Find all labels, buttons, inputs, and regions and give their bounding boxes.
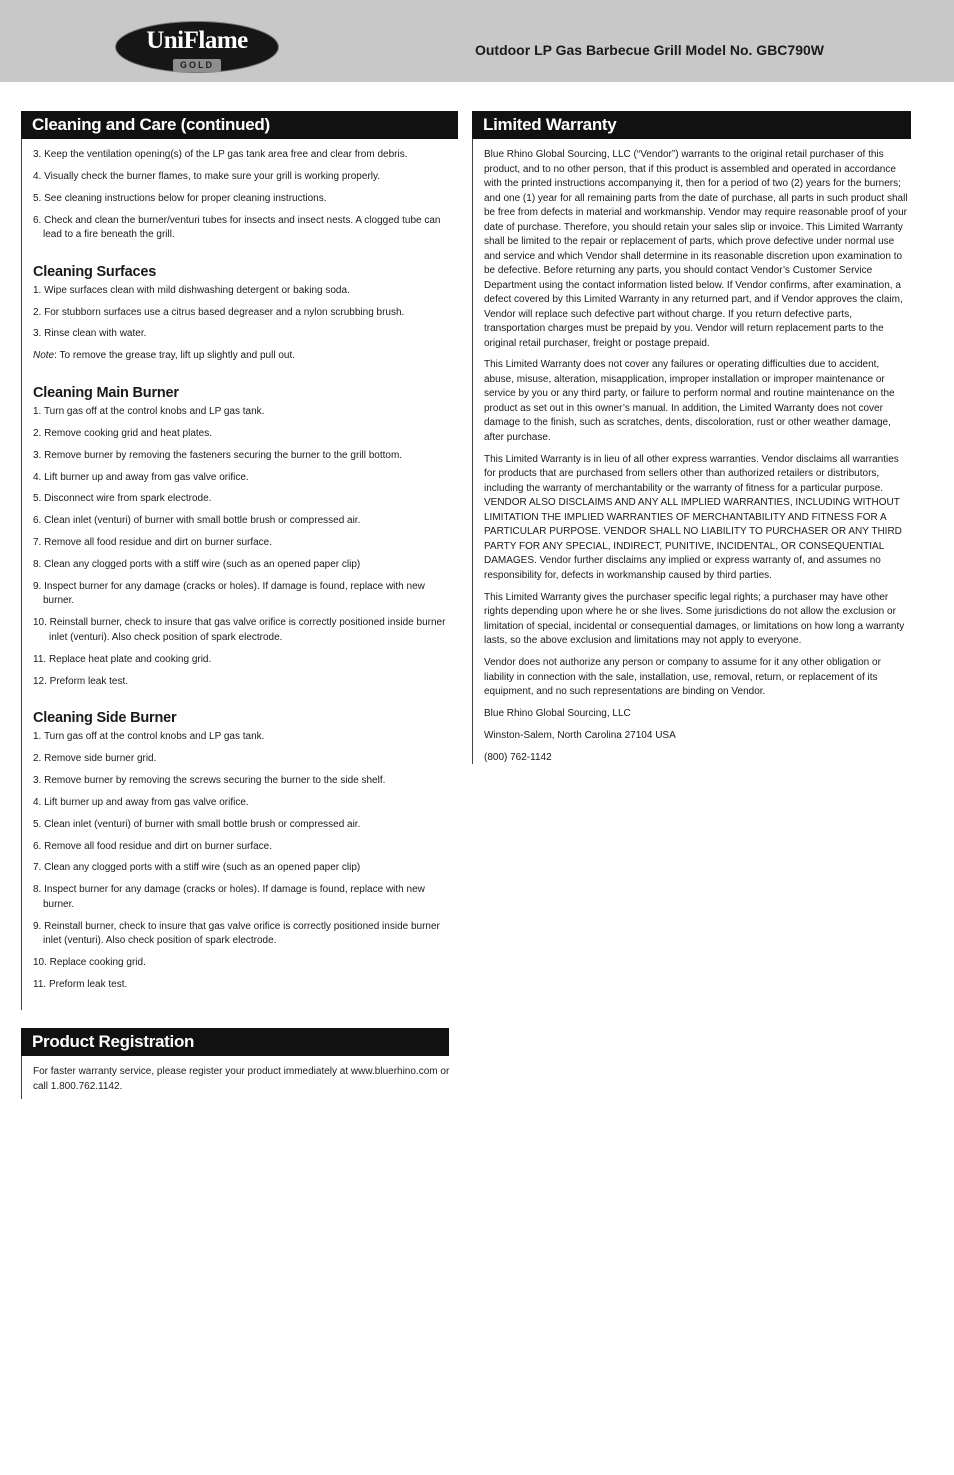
main-burner-item: 5. Disconnect wire from spark electrode. [33,493,212,505]
main-burner-item: 10. Reinstall burner, check to insure that gas valve orifice is correctly positioned inside burner inlet (venturi). Also check position of spark electrode. [33,617,446,643]
logo-sub-badge: GOLD [173,59,221,72]
cleaning-side-burner-heading: Cleaning Side Burner [33,710,177,727]
limited-warranty-heading: Limited Warranty [472,111,911,139]
main-burner-item: 1. Turn gas off at the control knobs and LP gas tank. [33,405,265,417]
registration-content [33,1065,457,1101]
side-burner-item: 1. Turn gas off at the control knobs and LP gas tank. [33,731,265,743]
address-line: (800) 762-1142 [484,751,552,763]
cleaning-item: 6. Check and clean the burner/venturi tubes for insects and insect nests. A clogged tube can lead to a fire beneath the grill. [33,214,441,241]
cleaning-care-heading: Cleaning and Care (continued) [21,111,458,139]
left-column-content [33,148,455,1000]
main-burner-item: 12. Preform leak test. [33,675,129,687]
left-column-rule [21,124,22,1010]
main-burner-item: 8. Clean any clogged ports with a stiff wire (such as an opened paper clip) [33,559,361,571]
surfaces-item: 2. For stubborn surfaces use a citrus based degreaser and a nylon scrubbing brush. [33,306,405,318]
surfaces-item: 3. Rinse clean with water. [33,328,147,340]
right-column-rule [472,124,473,764]
surfaces-item: 1. Wipe surfaces clean with mild dishwashing detergent or baking soda. [33,284,350,296]
side-burner-item: 11. Preform leak test. [33,979,128,991]
cleaning-item: 3. Keep the ventilation opening(s) of the LP gas tank area free and clear from debris. [33,149,408,160]
side-burner-item: 8. Inspect burner for any damage (cracks or holes). If damage is found, replace with new burner. [33,884,425,910]
main-burner-item: 9. Inspect burner for any damage (cracks or holes). If damage is found, replace with new burner. [33,580,425,607]
warranty-paragraph: This Limited Warranty is in lieu of all other express warranties. Vendor disclaims all warranties for products that are purchased from sellers other than authorized retailers or distributors, including the warranty of merchantability or the warranty of fitness for a particular purpose. VENDOR ALSO DISCLAIMS AND ANY ALL IMPLIED WARRANTIES, INCLUDING WITHOUT LIMITATION THE IMPLIED WARRANTIES OF MERCHANTABILITY AND FITNESS FOR A PARTICULAR PURPOSE. VENDOR SHALL NO LIABILITY TO PURCHASER OR ANY THIRD PARTY FOR ANY SPECIAL, INDIRECT, PUNITIVE, INCIDENTAL, OR CONSEQUENTIAL DAMAGES. Vendor further disclaims any implied or express warranty of, and assumes no responsibility for, defects in workmanship caused by third parties. [484,453,902,581]
cleaning-main-burner-heading: Cleaning Main Burner [33,384,179,401]
side-burner-item: 5. Clean inlet (venturi) of burner with small bottle brush or compressed air. [33,818,361,830]
side-burner-item: 4. Lift burner up and away from gas valve orifice. [33,796,249,808]
main-burner-item: 4. Lift burner up and away from gas valve orifice. [33,471,249,483]
uniflame-logo [116,22,278,72]
warranty-paragraph: Vendor does not authorize any person or company to assume for it any other obligation or liability in connection with the sale, installation, use, removal, return, or replacement of its equipment, and no such representations are binding on Vendor. [484,657,881,698]
logo-text: UniFlame [146,27,248,54]
main-burner-item: 11. Replace heat plate and cooking grid. [33,653,212,665]
address-line: Winston-Salem, North Carolina 27104 USA [484,729,676,741]
cleaning-item: 4. Visually check the burner flames, to make sure your grill is working properly. [33,170,380,182]
cleaning-item: 5. See cleaning instructions below for proper cleaning instructions. [33,192,327,204]
page-header [0,0,954,82]
surfaces-note [33,349,455,364]
note-text: : To remove the grease tray, lift up slightly and pull out. [54,350,295,362]
side-burner-item: 7. Clean any clogged ports with a stiff wire (such as an opened paper clip) [33,862,361,874]
main-burner-item: 2. Remove cooking grid and heat plates. [33,427,212,439]
warranty-content [484,148,911,773]
side-burner-item: 10. Replace cooking grid. [33,957,146,969]
side-burner-item: 2. Remove side burner grid. [33,753,157,765]
main-burner-item: 6. Clean inlet (venturi) of burner with small bottle brush or compressed air. [33,515,361,527]
main-burner-item: 3. Remove burner by removing the fasteners securing the burner to the grill bottom. [33,449,403,461]
main-burner-item: 7. Remove all food residue and dirt on burner surface. [33,537,273,549]
address-line: Blue Rhino Global Sourcing, LLC [484,707,631,719]
cleaning-surfaces-heading: Cleaning Surfaces [33,263,157,280]
product-registration-heading: Product Registration [21,1028,449,1056]
warranty-paragraph: This Limited Warranty gives the purchaser specific legal rights; a purchaser may have other rights depending upon where he or she lives. Some jurisdictions do not allow the exclusion or limitation of special, incidental or consequential damages, or limitations on how long a warranty lasts, so the above exclusion and limitations may not apply to everyone. [484,591,905,647]
registration-text: For faster warranty service, please register your product immediately at www.bluerhino.com or call 1.800.762.1142. [33,1066,450,1092]
side-burner-item: 3. Remove burner by removing the screws securing the burner to the side shelf. [33,774,386,786]
warranty-paragraph: Blue Rhino Global Sourcing, LLC (“Vendor”) warrants to the original retail purchaser of this product, and to no other person, that if this product is assembled and operated in accordance with the printed instructions accompanying it, then for a period of two (2) years for the burners; and one (1) year for all remaining parts from the date of purchase, all parts in such product shall be free from defects in material and workmanship. Vendor may require reasonable proof of your date of purchase. Therefore, you should retain your sales slip or invoice. This Limited Warranty shall be limited to the repair or replacement of parts, which prove defective under normal use and service and which Vendor shall determine in its reasonable discretion upon examination to be defective. Before returning any parts, you should contact Vendor’s Customer Service Department using the contact information listed below. If Vendor confirms, after examination, a defect covered by this Limited Warranty in any returned part, and if Vendor approves the claim, Vendor will replace such defective part without charge. If you return defective parts, transportation charges must be prepaid by you. Vendor will return replacement parts to the original retail purchaser, freight or postage prepaid. [484,149,908,349]
header-title: Outdoor LP Gas Barbecue Grill Model No. GBC790W [474,42,824,58]
warranty-paragraph: This Limited Warranty does not cover any failures or operating difficulties due to accident, abuse, misuse, alteration, misapplication, improper installation or improper maintenance or service by you or any third party, or failure to perform normal and routine maintenance on the product as set out in this owner’s manual. In addition, the Limited Warranty does not cover damage to the finish, such as scratches, dents, discoloration, rust or other weather damage, after purchase. [484,359,895,443]
side-burner-item: 6. Remove all food residue and dirt on burner surface. [33,840,273,852]
side-burner-item: 9. Reinstall burner, check to insure that gas valve orifice is correctly positioned inside burner inlet (venturi). Also check position of spark electrode. [33,920,440,947]
note-label: Note [33,350,55,362]
